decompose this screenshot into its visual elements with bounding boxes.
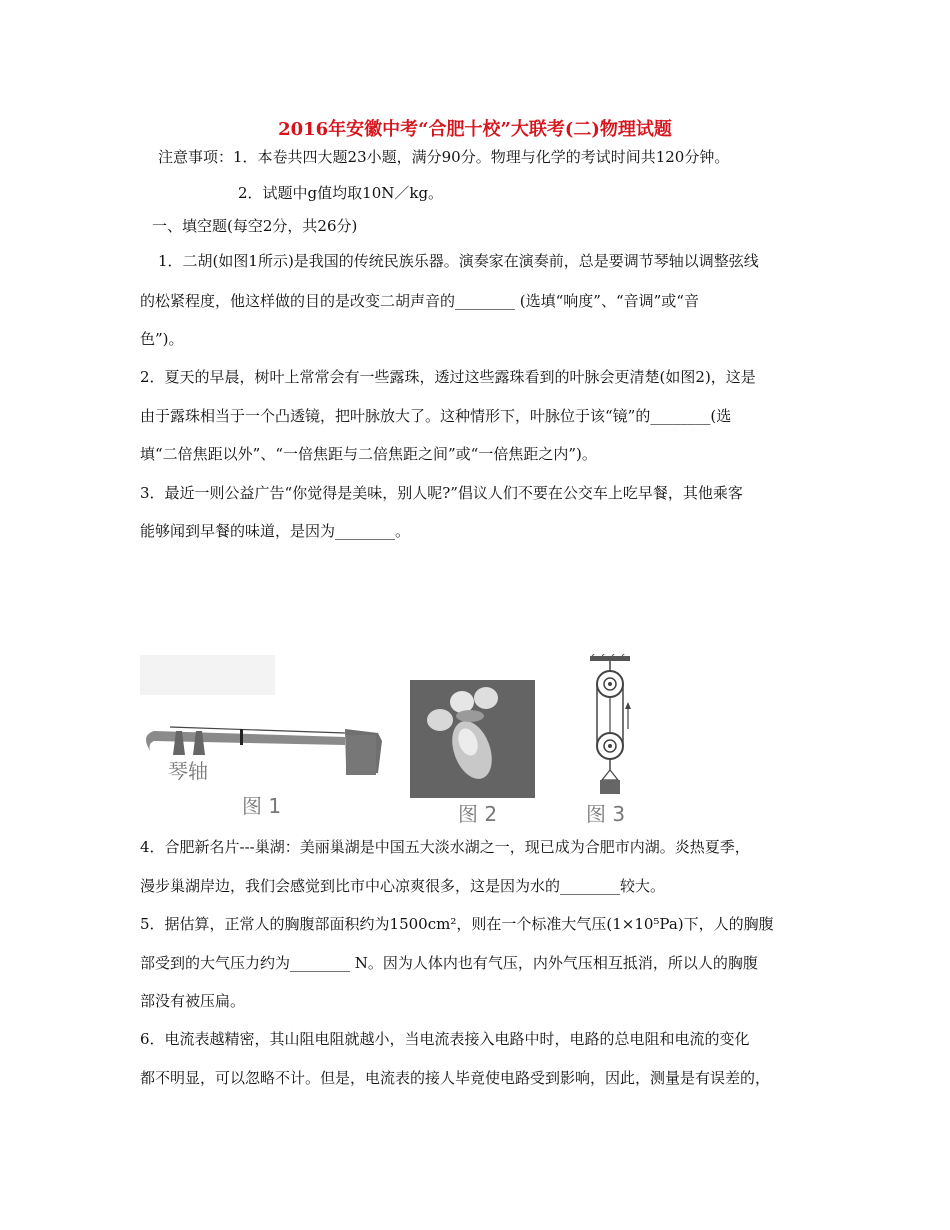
- dewdrop-photo: [410, 680, 535, 798]
- fig1-caption: 图 1: [242, 794, 282, 818]
- question-4-line-2: 漫步巢湖岸边，我们会感觉到比市中心凉爽很多，这是因为水的________较大。: [140, 877, 666, 895]
- notice-line-2: 2．试题中g值均取10N／kg。: [238, 184, 444, 202]
- exam-title: 2016年安徽中考“合肥十校”大联考(二)物理试题: [278, 119, 672, 140]
- question-3-line-1: 3．最近一则公益广告“你觉得是美味，别人呢?”倡议人们不要在公交车上吃早餐，其他乘客: [140, 484, 743, 502]
- question-6-line-1: 6．电流表越精密，其山阻电阻就越小，当电流表接入电路中时，电路的总电阻和电流的变化: [140, 1030, 750, 1048]
- question-3-line-2: 能够闻到早餐的味道，是因为________。: [140, 522, 411, 540]
- question-1-line-1: 1．二胡(如图1所示)是我国的传统民族乐器。演奏家在演奏前，总是要调节琴轴以调整弦线: [158, 252, 759, 270]
- question-5-line-1: 5．据估算，正常人的胸腹部面积约为1500cm²，则在一个标准大气压(1×10⁵Pa)下，人的胸腹: [140, 915, 774, 933]
- figure-3-pulley: [580, 654, 640, 824]
- notice-line-1: 注意事项：1．本卷共四大题23小题，满分90分。物理与化学的考试时间共120分钟。: [158, 148, 730, 166]
- fig3-caption: 图 3: [586, 802, 626, 826]
- question-4-line-1: 4．合肥新名片---巢湖：美丽巢湖是中国五大淡水湖之一，现已成为合肥市内湖。炎热夏季，: [140, 838, 750, 856]
- fig2-caption: 图 2: [458, 802, 498, 826]
- figure-2-dewdrop: [410, 680, 535, 825]
- question-1-line-3: 色”)。: [140, 330, 184, 348]
- figure-1-erhu: [140, 655, 390, 820]
- section-heading: 一、填空题(每空2分，共26分): [152, 217, 358, 235]
- pulley-drawing: [580, 654, 640, 799]
- question-6-line-2: 都不明显，可以忽略不计。但是，电流表的接人毕竟使电路受到影响，因此，测量是有误差的，: [140, 1069, 771, 1087]
- fig1-label-tuning-peg: 琴轴: [168, 759, 208, 783]
- question-2-line-1: 2．夏天的早晨，树叶上常常会有一些露珠，透过这些露珠看到的叶脉会更清楚(如图2)，这是: [140, 368, 756, 386]
- question-1-line-2: 的松紧程度，他这样做的目的是改变二胡声音的________ (选填“响度”、“音调”或“音: [140, 292, 699, 310]
- question-5-line-2: 部受到的大气压力约为________ N。因为人体内也有气压，内外气压相互抵消，所以人的胸腹: [140, 954, 758, 972]
- question-2-line-3: 填“二倍焦距以外”、“一倍焦距与二倍焦距之间”或“一倍焦距之内”)。: [140, 445, 597, 463]
- question-5-line-3: 部没有被压扁。: [140, 992, 246, 1010]
- question-2-line-2: 由于露珠相当于一个凸透镜，把叶脉放大了。这种情形下，叶脉位于该“镜”的________(选: [140, 407, 732, 425]
